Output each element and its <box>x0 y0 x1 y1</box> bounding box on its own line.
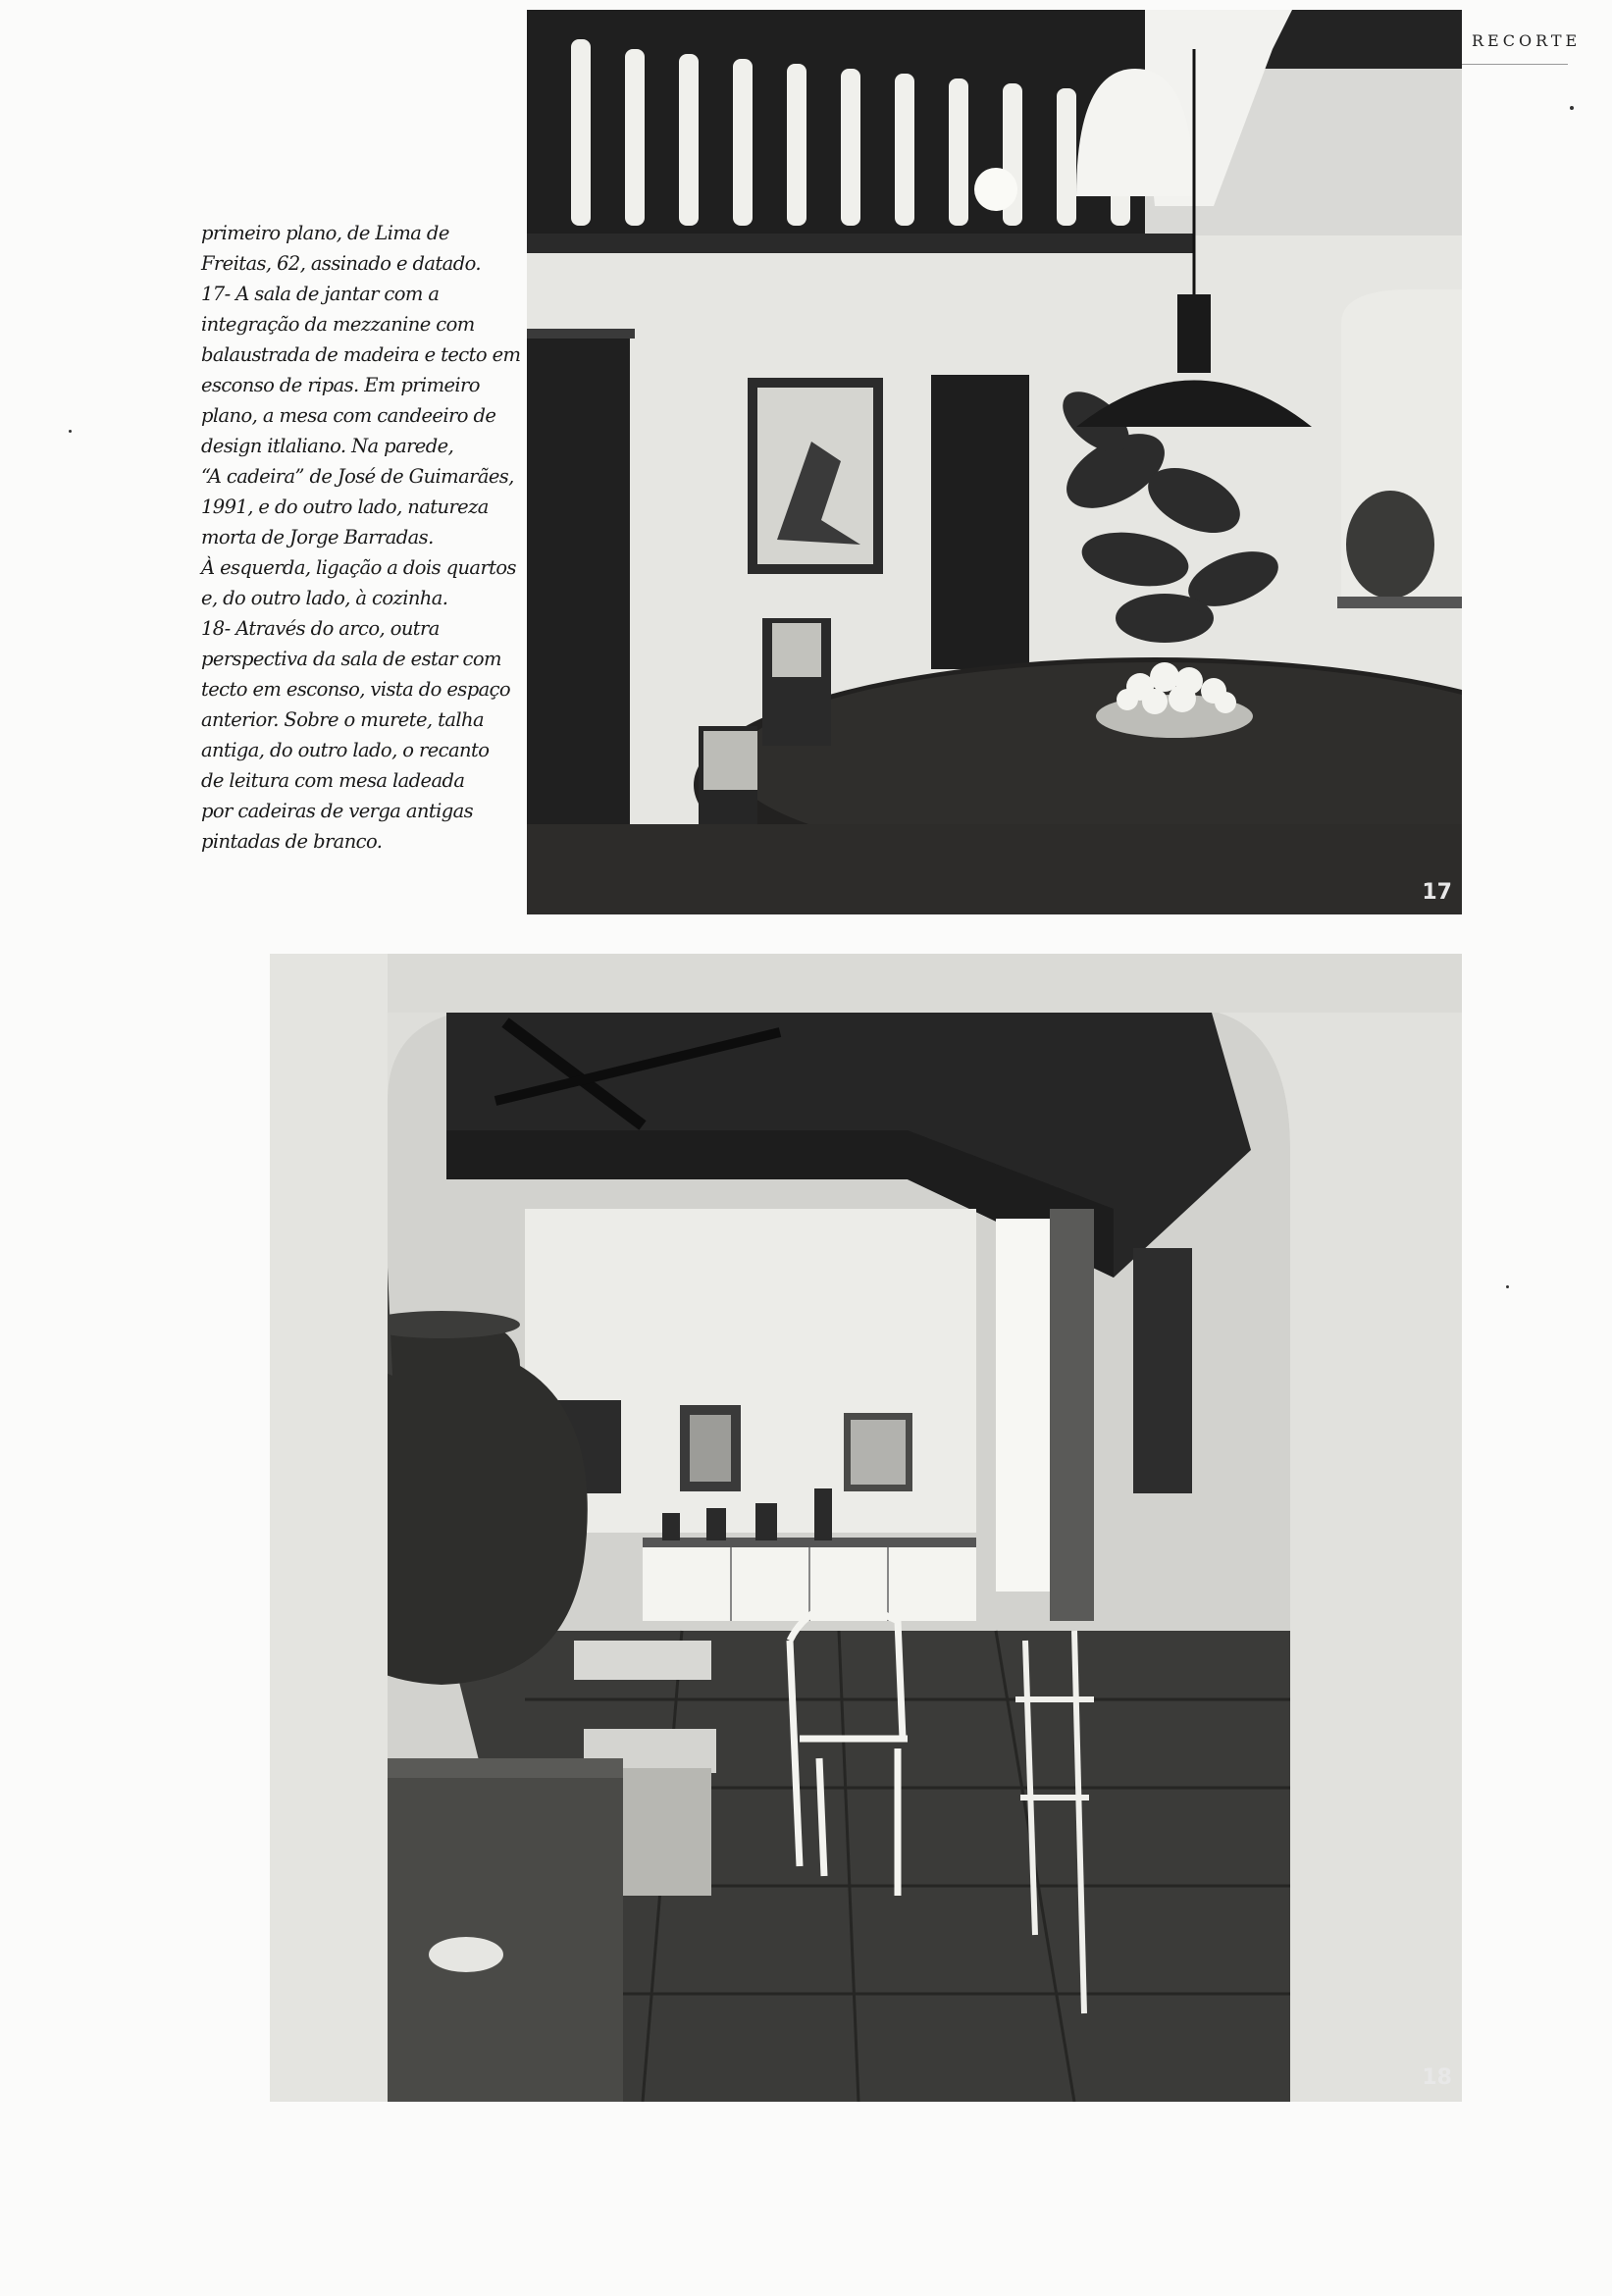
caption-line: integração da mezzanine com <box>201 313 475 336</box>
caption-line: design itlaliano. Na parede, <box>201 435 454 457</box>
scan-speck <box>69 430 72 433</box>
caption-line: primeiro plano, de Lima de <box>201 222 449 244</box>
caption-line: À esquerda, ligação a dois quartos <box>201 556 516 579</box>
dining-room-illustration <box>527 10 1462 914</box>
caption-line: por cadeiras de verga antigas <box>201 800 474 822</box>
clipping-rule <box>1460 64 1568 65</box>
caption-line: 1991, e do outro lado, natureza <box>201 496 489 518</box>
photo-caption <box>201 218 525 857</box>
caption-line: esconso de ripas. Em primeiro <box>201 374 480 396</box>
photo-living-room <box>270 954 1462 2102</box>
caption-line: Freitas, 62, assinado e datado. <box>201 252 481 275</box>
caption-line: anterior. Sobre o murete, talha <box>201 708 484 731</box>
dark-painting <box>1133 1248 1192 1493</box>
clipping-label: RECORTE <box>1472 31 1582 50</box>
caption-line: pintadas de branco. <box>201 830 383 853</box>
caption-line: 17- A sala de jantar com a <box>201 283 440 305</box>
caption-line: morta de Jorge Barradas. <box>201 526 434 548</box>
left-doorway <box>527 334 630 824</box>
caption-line: e, do outro lado, à cozinha. <box>201 587 448 609</box>
scan-speck <box>1570 106 1574 110</box>
living-room-illustration <box>270 954 1462 2102</box>
caption-line: de leitura com mesa ladeada <box>201 769 465 792</box>
photo-number: 18 <box>1422 2065 1452 2090</box>
caption-line: “A cadeira” de José de Guimarães, <box>201 465 514 488</box>
photo-number: 17 <box>1422 880 1452 905</box>
caption-line: tecto em esconso, vista do espaço <box>201 678 511 701</box>
kitchen-doorway <box>931 375 1029 669</box>
window <box>996 1219 1050 1592</box>
floor-cushion <box>574 1641 711 1680</box>
caption-line: plano, a mesa com candeeiro de <box>201 404 496 427</box>
caption-line: balaustrada de madeira e tecto em <box>201 343 521 366</box>
ledge-plate <box>429 1937 503 1972</box>
caption-line: 18- Através do arco, outra <box>201 617 440 640</box>
scan-speck <box>1506 1285 1509 1288</box>
curtain <box>1050 1209 1094 1621</box>
photo-dining-room <box>527 10 1462 914</box>
caption-line: antiga, do outro lado, o recanto <box>201 739 490 761</box>
caption-line: perspectiva da sala de estar com <box>201 648 501 670</box>
niche-vase <box>1346 491 1434 599</box>
